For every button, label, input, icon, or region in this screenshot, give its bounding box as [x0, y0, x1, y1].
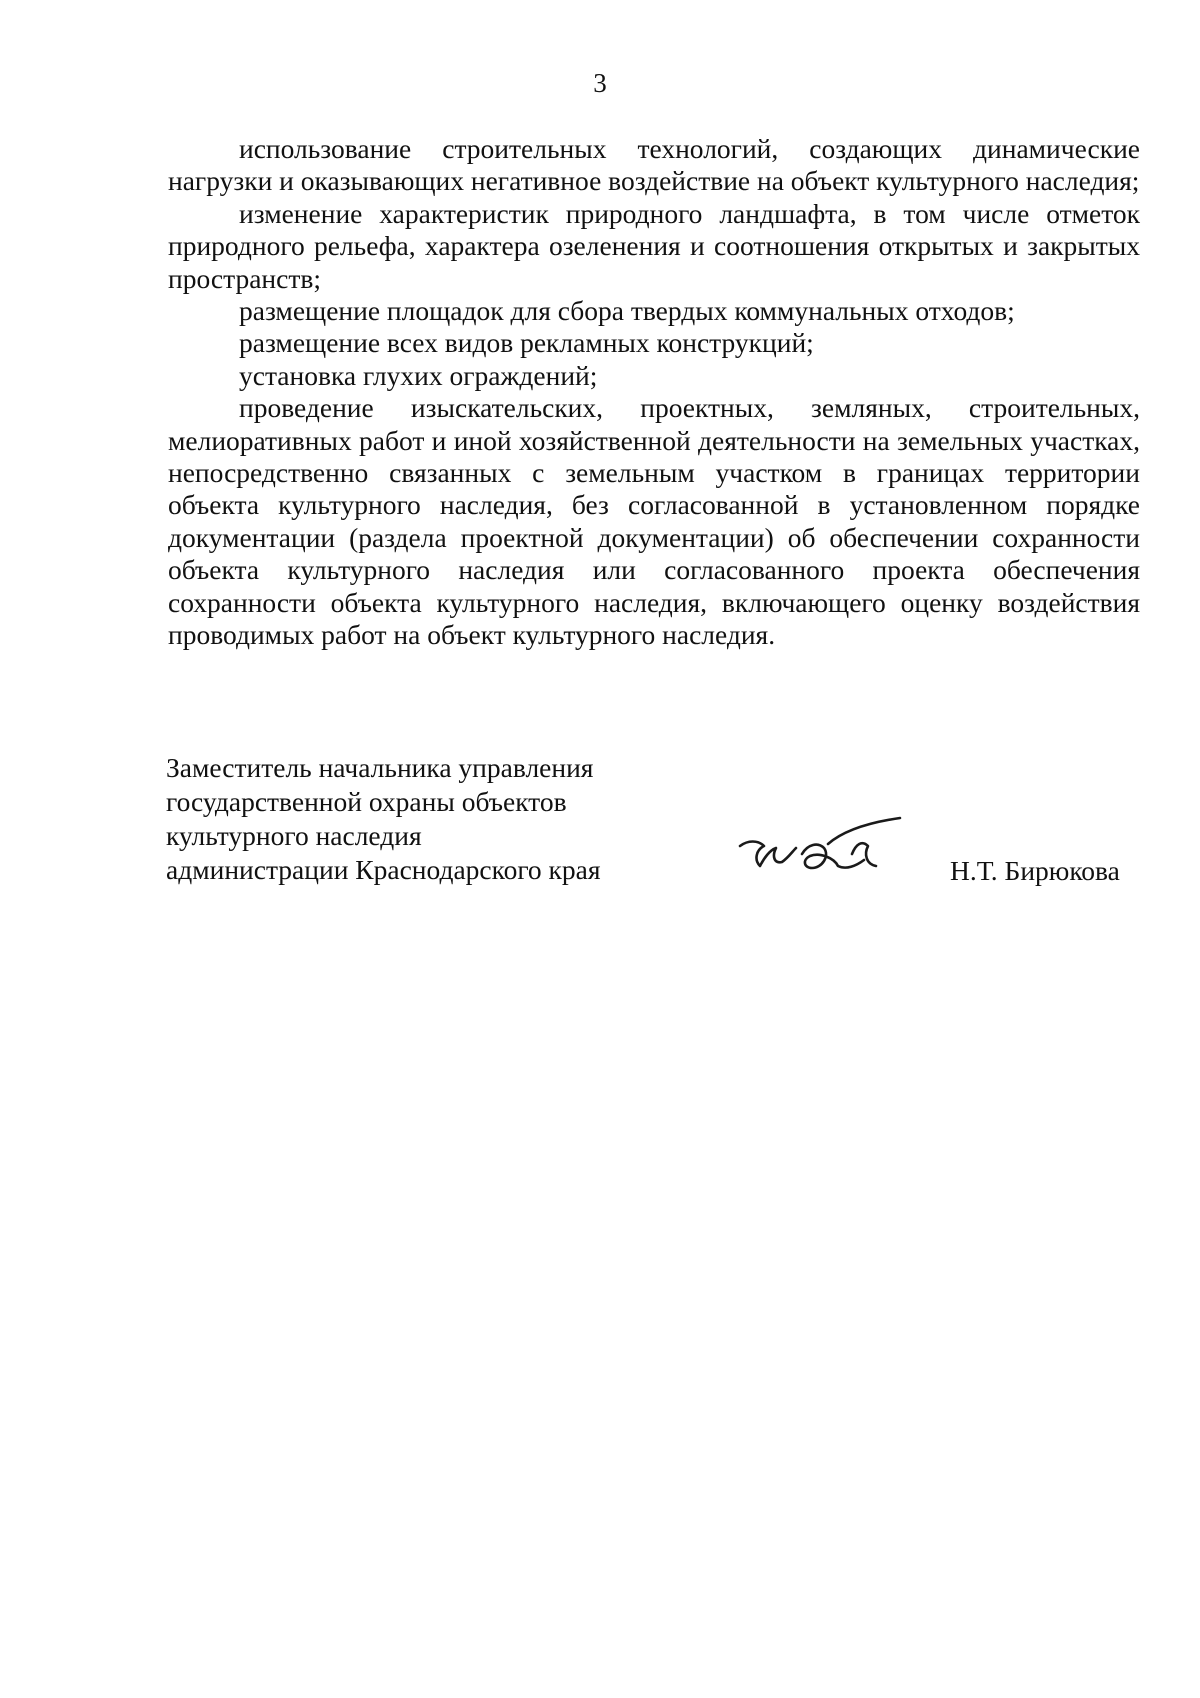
paragraph-waste-sites: размещение площадок для сбора твердых коммунальных отходов;	[239, 295, 1015, 327]
signer-name: Н.Т. Бирюкова	[950, 855, 1120, 886]
handwritten-signature	[734, 810, 904, 882]
signer-position-line: культурного наследия	[166, 820, 422, 851]
paragraph-landscape-change: изменение характеристик природного ландшафта, в том числе отметок природного рельефа, характера озеленения и соотношения открытых и закрытых пространств;	[168, 197, 1140, 294]
paragraph-fences: установка глухих ограждений;	[239, 359, 598, 391]
paragraph-construction-technologies: использование строительных технологий, создающих динамические нагрузки и оказывающих негативное воздействие на объект культурного наследия;	[168, 133, 1140, 197]
page-number: 3	[593, 68, 607, 98]
signature-block	[166, 751, 1146, 901]
signer-position-line: государственной охраны объектов	[166, 786, 567, 817]
signer-position-line: администрации Краснодарского края	[166, 854, 601, 885]
document-body	[168, 133, 1140, 652]
signer-position	[166, 751, 686, 887]
paragraph-works: проведение изыскательских, проектных, земляных, строительных, мелиоративных работ и иной хозяйственной деятельности на земельных участках, непосредственно связанных с земельным участком в границах территории объекта культурного наследия, без согласованной в установленном порядке документации (раздела проектной документации) об обеспечении сохранности объекта культурного наследия или согласованного проекта обеспечения сохранности объекта культурного наследия, включающего оценку воздействия проводимых работ на объект культурного наследия.	[168, 392, 1140, 651]
signer-position-line: Заместитель начальника управления	[166, 752, 594, 783]
paragraph-advertising: размещение всех видов рекламных конструкций;	[239, 327, 814, 359]
